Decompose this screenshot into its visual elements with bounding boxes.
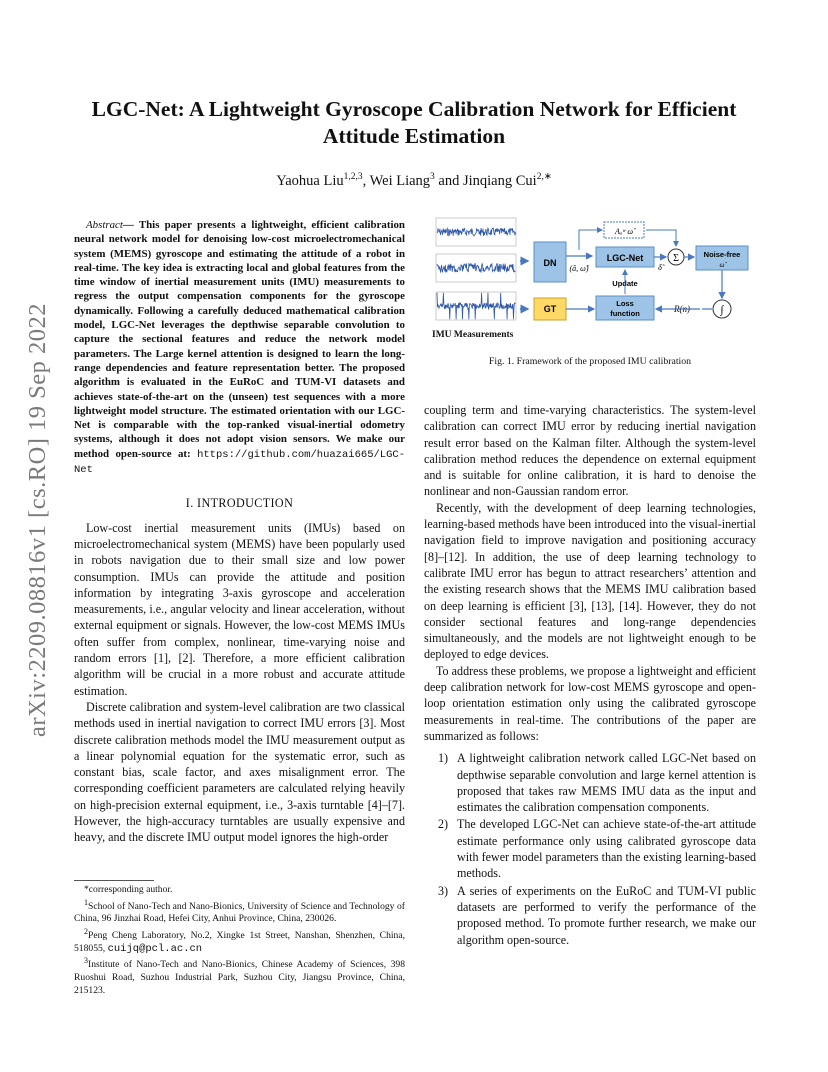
email-link[interactable]: cuijq@pcl.ac.cn [107,942,203,955]
imu-measurements-label: IMU Measurements [432,330,514,340]
footnote-affiliation: $^1$School of Nano-Tech and Nano-Bionics, University of Science and Technology of China, 96 Jinzhai Road, Hefei City, Anhui Province, China, 230026. [74,897,405,925]
left-column [74,218,405,846]
svg-text:function: function [610,309,640,318]
arxiv-side-stamp: arXiv:2209.08816v1 [cs.RO] 19 Sep 2022 [24,302,51,738]
omega-hat-label: ω̂ [719,261,725,269]
author-name: Yaohua Liu [276,172,344,189]
gt-label: GT [543,304,557,314]
input-label: (â, ω̂) [569,264,589,273]
svg-text:Σ: Σ [673,253,679,264]
figure-caption: Fig. 1. Framework of the proposed IMU calibration [488,356,692,367]
section-heading: I. INTRODUCTION [185,496,294,511]
framework-figure [424,216,760,341]
footnote-affiliation: $^3$Institute of Nano-Tech and Nano-Bionics, Chinese Academy of Sciences, 398 Ruoshui Road, Suzhou Industrial Park, Suzhou City, Jiangsu Province, China, 215123. [74,956,405,996]
author-name: Jinqiang Cui [462,172,537,189]
contribution-list [424,750,756,948]
repo-link[interactable]: https://github.com/huazai665/LGC-Net [74,448,405,477]
delta-label: δ̃ [658,263,662,272]
author-name: Wei Liang [369,172,431,189]
footnote-affiliation: $^2$Peng Cheng Laboratory, No.2, Xingke 1st Street, Nanshan, Shenzhen, China, 518055, cuijq@pcl.ac.cn [74,926,405,955]
author-list: Yaohua Liu$^{1,2,3}$, Wei Liang$^3$ and Jinqiang Cui$^{2,∗}$ [276,172,552,189]
paragraph: coupling term and time-varying characteristics. The system-level calibration can correct IMU error by reducing inertial navigation result error based on the Kalman filter. Although the system-level calibration method reduces the dependence on external equipment and is suitable for online calibration, it is hard to denoise the nonlinear and non-Gaussian random error. [424,403,756,499]
a-term-label: Aₐʷ ω̂ [615,227,633,236]
list-item: 2) The developed LGC-Net can achieve state-of-the-art attitude estimate performance only using calibrated gyroscope data with fewer model parameters than the existing learning-based methods. [438,817,756,881]
svg-text:Loss: Loss [616,299,634,308]
rn-label: R(n) [674,304,690,314]
paragraph: Low-cost inertial measurement units (IMUs) based on microelectromechanical system (MEMS) have been popularly used in robots navigation due to their small size and low power consumption. IMUs can provide the attitude and position information by integrating 3-axis gyroscope and acceleration measurements, i.e., angular velocity and linear acceleration, without external equipment or signals. However, the low-cost MEMS IMUs often suffer from complex, nonlinear, time-varying noise and random errors [1], [2]. Therefore, a more efficient calibration algorithm will be crucial in a more robust and accurate attitude estimation. [74,520,405,698]
svg-text:∫: ∫ [720,304,724,316]
noise-free-label: Noise-free [703,250,741,259]
footnote-rule [74,880,154,881]
paper-title: LGC-Net: A Lightweight Gyroscope Calibration Network for Efficient Attitude Estimation [91,97,737,148]
dn-label: DN [543,258,557,268]
list-item: 3) A series of experiments on the EuRoC and TUM-VI public datasets are performed to verify the performance of the proposed method. To promote further research, we make our algorithm open-source. [438,883,756,947]
imu-signal-plots [436,218,516,320]
abstract: Abstract— This paper presents a lightweight, efficient calibration neural network model for denoising low-cost microelectromechanical system (MEMS) gyroscope and estimating the attitude of a robot in real-time. The key idea is extracting local and global features from the time window of inertial measurement units (IMU) measurements to regress the output compensation components for the gyroscope dynamically. Following a carefully deduced mathematical calibration model, LGC-Net leverages the depthwise separable convolution to capture the sectional features and reduce the network model parameters. The Large kernel attention is designed to learn the long-range dependencies and feature representation better. The proposed algorithm is evaluated in the EuRoC and TUM-VI datasets and achieves state-of-the-art on the (unseen) test sequences with a more lightweight model structure. The estimated orientation with our LGC-Net is comparable with the top-ranked visual-inertial odometry systems, although it does not adopt vision sensors. We make our method open-source at: https://github.com/huazai665/LGC-Net [74,219,405,477]
paragraph: Recently, with the development of deep learning technologies, learning-based methods have been introduced into the visual-inertial navigation field to improve navigation and positioning accuracy [8]–[12]. In addition, the use of deep learning technology to calibrate IMU error has begun to attract researchers’ attention and the existing research shows that the MEMS IMU calibration based on deep learning is efficient [3], [13], [14]. However, they do not consider sectional features and long-range dependencies simultaneously, and the models are not lightweight enough to be deployed to edge devices. [424,500,756,662]
paragraph: Discrete calibration and system-level calibration are two classical methods used in inertial navigation to correct IMU errors [3]. Most discrete calibration methods model the IMU measurement output as a linear polynomial equation for the systematic error, such as constant bias, scale factor, and axes misalignment error. The corresponding coefficient parameters are calculated relying heavily on high-precision external equipment, i.e., 3-axis turntable [4]–[7]. However, the high-accuracy turntables are usually expensive and heavy, and the discrete IMU output model ignores the high-order [74,699,405,845]
paragraph: To address these problems, we propose a lightweight and efficient deep calibration network for low-cost MEMS gyroscope and open-loop orientation estimation only using the calibrated gyroscope measurements in real-time. The contributions of the paper are summarized as follows: [424,663,756,743]
list-item: 1) A lightweight calibration network called LGC-Net based on depthwise separable convolution and large kernel attention is proposed that takes raw MEMS IMU data as the input and estimates the calibration compensation components. [438,751,756,815]
lgc-net-label: LGC-Net [606,253,644,263]
update-label: Update [612,279,638,288]
footnotes [74,880,405,997]
right-column [424,402,756,949]
footnote-corresponding: *corresponding author. [84,884,173,895]
